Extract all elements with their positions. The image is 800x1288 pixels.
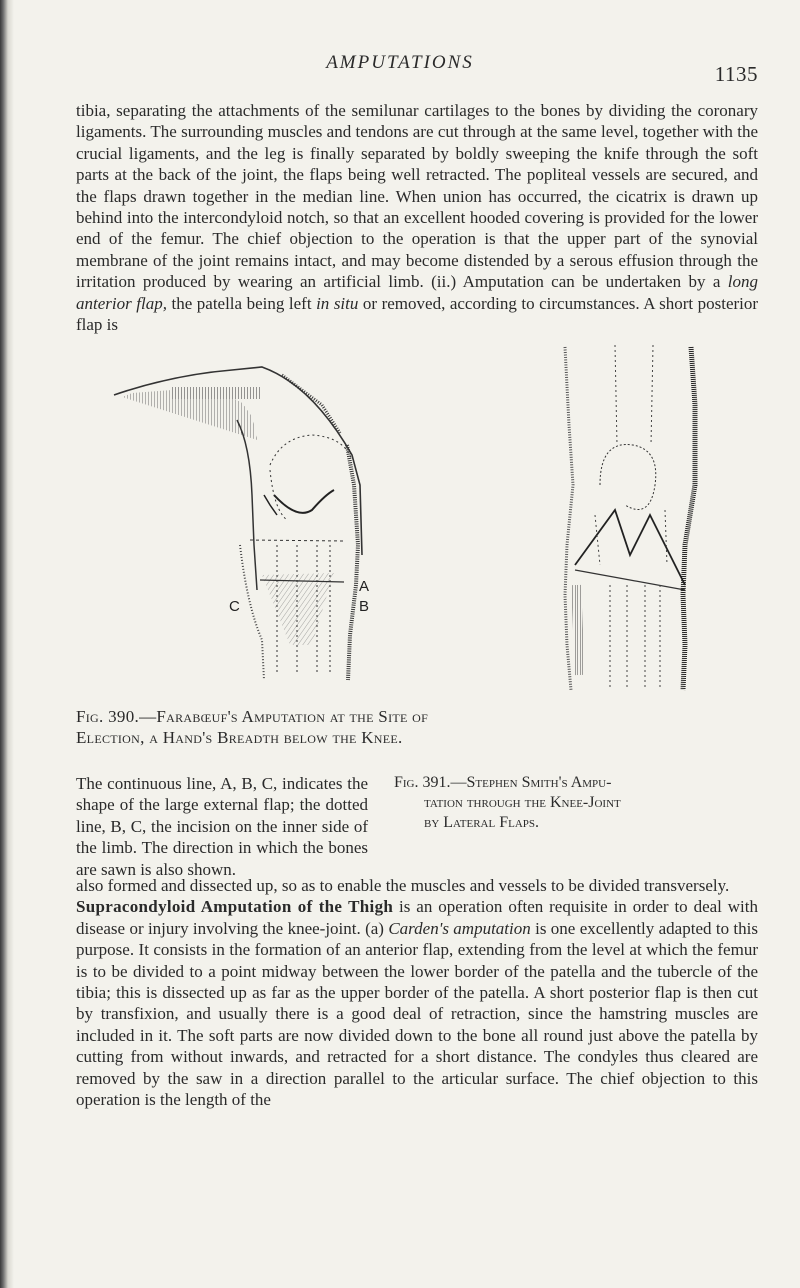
figure-391-caption-line1: Fig. 391.—Stephen Smith's Ampu- [394,774,612,791]
top-paragraph-italic2: in situ [316,293,359,313]
figure-391-caption-line2: tation through the Knee-Joint [424,794,621,811]
top-paragraph-mid: the patella being left [171,293,312,313]
figure-390-label-b: B [359,598,370,615]
figure-391-illustration [555,345,705,695]
bottom-paragraph-rest: is one excellently adapted to this purpose. It consists in the formation of an anterior flap, extending from the level at which the femur is to be divided to a point midway between the lower border of the patella and the tubercle of the tibia; this is dissected up as far as the upper border of the patella. A short posterior flap is then cut by transfixion, and usually there is a good deal of retraction, since the hamstring muscles are included in it. The soft parts are now divided down to the bone all round just above the patella by cutting from without inwards, and retracted for a short distance. The condyles thus cleared are removed by the saw in a direction parallel to the articular surface. The chief objection to this operation is the length of the [76,918,758,1110]
running-head: AMPUTATIONS [326,52,474,73]
figure-391-caption-line3: by Lateral Flaps. [424,814,540,831]
bottom-line1: also formed and dissected up, so as to enable the muscles and vessels to be divided transversely. [76,876,730,895]
bottom-section [76,875,758,1110]
bottom-paragraph-start: is an operation often requisite in order to deal with disease or injury involving the knee-joint. (a) [76,897,759,938]
figure-391-caption [394,773,766,833]
top-paragraph-end: or removed, according to circumstances. A short posterior flap is [76,293,759,335]
page-number: 1135 [714,62,758,86]
top-paragraph-text: tibia, separating the attachments of the semilunar cartilages to the bones by dividing the coronary ligaments. The surrounding muscles and tendons are cut through at the same level, together with the crucial ligaments, and the leg is finally separated by boldly sweeping the knife through the soft parts at the back of the joint, the flaps being well retracted. The popliteal vessels are secured, and the flaps drawn together in the median line. When union has occurred, the cicatrix is drawn up behind into the intercondyloid notch, so that an excellent hooded covering is provided for the lower end of the femur. The chief objection to the operation is that the upper part of the synovial membrane of the joint remains intact, and may become distended by a serous effusion through the irritation produced by wearing an artificial limb. (ii.) Amputation can be undertaken by a [76,101,758,292]
top-paragraph [76,100,758,335]
bottom-paragraph [76,896,758,1110]
figure-390-caption-body: The continuous line, A, B, C, indicates the shape of the large external flap; the dotted line, B, C, the incision on the inner side of the limb. The direction in which the bones are sawn is also shown. [76,774,368,879]
figure-390-label-a: A [359,578,370,595]
section-heading: Supracondyloid Amputation of the Thigh [76,897,394,917]
figure-390-caption-title: Fig. 390.—Farabœuf's Amputation at the Site of Election, a Hand's Breadth below the Knee. [76,707,429,748]
figure-390-illustration [112,345,382,690]
figure-390-label-c: C [229,598,240,615]
top-paragraph-italic: long anterior flap, [76,272,758,313]
bottom-paragraph-italic: Carden's amputation [388,918,531,938]
page-binding-edge [0,0,14,1288]
